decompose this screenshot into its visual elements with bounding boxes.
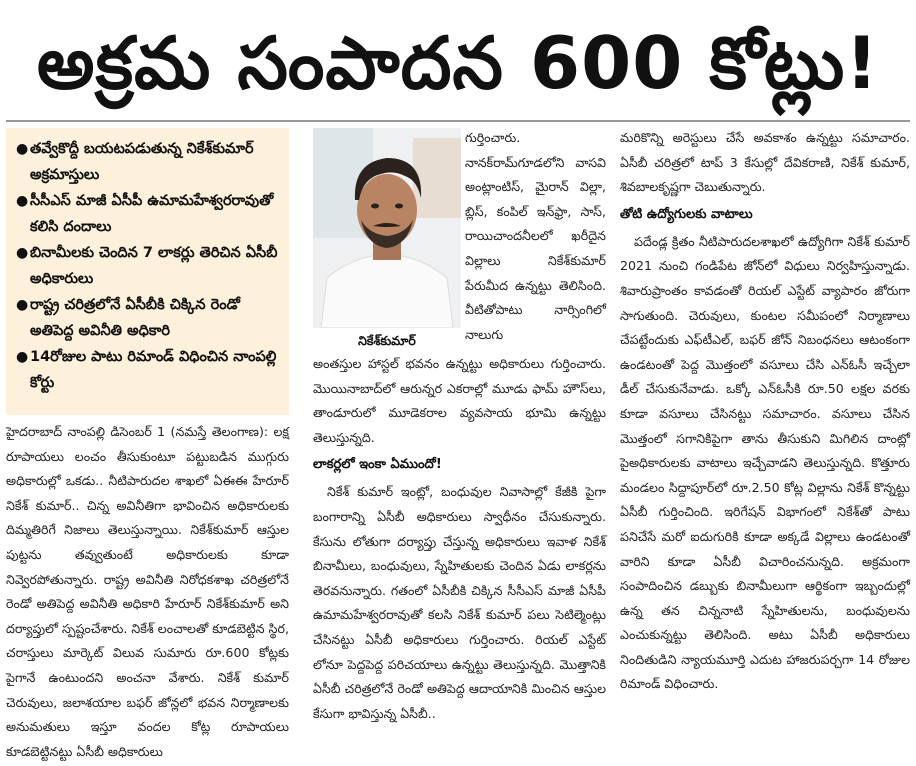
portrait-image — [313, 128, 461, 328]
photo-caption: నికేశ్‌కుమార్ — [358, 333, 416, 348]
headline-rule — [6, 120, 910, 122]
person-photo — [313, 128, 461, 328]
article-paragraph: పదేండ్ల క్రితం నీటిపారుదలశాఖలో ఉద్యోగిగా నికేశ్ కుమార్ 2021 నుంచి గండిపేట జోన్‌లో విధులు నిర్వహిస్తున్నాడు. శివారుప్రాంతం కావడంతో రియల్ ఎస్టేట్ వ్యాపారం జోరుగా సాగుతుంది. చెరువులు, కుంటల సమీపంలో నిర్మాణాలు చేపట్టేందుకు ఎఫ్‌టీఎల్, బఫర్ జోన్ నిబంధనలు ఆటంకంగా ఉండటంతో పెద్ద మొత్తంలో వసూలు చేసి ఎన్‌ఓసీ ఇచ్చేలా డీల్ చేసుకునేవాడు. ఒక్కో ఎన్‌ఓసీకి రూ.50 లక్షల వరకు కూడా వసూలు చేసినట్టు సమాచారం. వసూలు చేసిన మొత్తంలో సగానికిపైగా తాను తీసుకుని మిగిలిన దాంట్లో పైఅధికారులకు వాటాలు ఇచ్చేవాడని తెలుస్తున్నది. కొత్తూరు మండలం సిద్దాపూర్‌లో రూ.2.50 కోట్ల విల్లాను నికేశ్ కొన్నట్టు ఏసీబీ గుర్తించింది. ఇరిగేషన్ విభాగంలో నికేశ్‌తో పాటు పనిచేసే మరో ఐదుగురికి కూడా అక్కడే విల్లాలు ఉండటంతో వారిని కూడా ఏసీబీ విచారించనున్నది. అక్రమంగా సంపాదించిన డబ్బుకు బినామీలుగా ఆర్థికంగా ఇబ్బందుల్లో ఉన్న తన చిన్ననాటి స్నేహితులను, బంధువులను ఎంచుకున్నట్టు తెలిసింది. అటు ఏసీబీ అధికారులు నిందితుడిని న్యాయమూర్తి ఎదుట హాజరుపర్చగా 14 రోజుల రిమాండ్ విధించారు. — [620, 233, 910, 692]
article-column-2 — [313, 352, 606, 726]
bullet-icon: ● — [16, 349, 29, 365]
highlight-item — [16, 292, 279, 344]
highlight-item — [16, 136, 279, 188]
highlight-text: 14రోజుల పాటు రిమాండ్ విధించిన నాంపల్లి కోర్టు — [30, 349, 277, 391]
article-paragraph: అంతస్తుల హాస్టల్ భవనం ఉన్నట్టు అధికారులు గుర్తించారు. మొయినాబాద్‌లో ఆరున్నర ఎకరాల్లో మూడు ఫామ్ హౌస్‌లు, తాండూరులో మూడెకరాల వ్యవసాయ భూమి ఉన్నట్టు తెలుస్తున్నది. — [313, 356, 606, 445]
highlight-text: బినామీలకు చెందిన 7 లాకర్లు తెరిచిన ఏసీబీ అధికారులు — [30, 245, 278, 287]
highlight-item — [16, 188, 279, 240]
highlight-item — [16, 240, 279, 292]
section-subheading: లాకర్లలో ఇంకా ఏముందో! — [313, 457, 442, 473]
article-column-2-top — [465, 126, 606, 347]
highlights-box — [6, 128, 289, 415]
headline: అక్రమ సంపాదన 600 కోట్లు! — [36, 21, 880, 105]
article-column-1 — [6, 420, 289, 764]
bullet-icon: ● — [16, 245, 29, 261]
bullet-icon: ● — [16, 297, 29, 313]
highlight-text: సీసీఎస్ మాజీ ఏసీపీ ఉమామహేశ్వరరావుతో కలిసి దందాలు — [30, 193, 274, 235]
highlight-text: తవ్వేకొద్దీ బయటపడుతున్న నికేశ్‌కుమార్ అక్రమాస్తులు — [30, 141, 254, 183]
highlight-text: రాష్ట్ర చరిత్రలోనే ఏసీబీకి చిక్కిన రెండో అతిపెద్ద అవినీతి అధికారి — [30, 297, 240, 339]
article-paragraph: మరికొన్ని అరెస్టులు చేసే అవకాశం ఉన్నట్టు సమాచారం. ఏసీబీ చరిత్రలో టాప్ 3 కేసుల్లో దేవికరాణి, నికేశ్ కుమార్, శివబాలకృష్ణగా చెబుతున్నారు. — [620, 130, 910, 195]
bullet-icon: ● — [16, 141, 29, 157]
section-subheading: తోటి ఉద్యోగులకు వాటాలు — [620, 206, 753, 222]
article-column-3 — [620, 126, 910, 697]
article-paragraph: హైదరాబాద్ నాంపల్లి డిసెంబర్ 1 (నమస్తే తెలంగాణ): లక్ష రూపాయలు లంచం తీసుకుంటూ పట్టుబడిన ముగ్గురు అధికారుల్లో ఒకడు.. నీటిపారుదల శాఖలో ఏఈఈ హేరూర్ నికేశ్ కుమార్.. చిన్న అవినీతిగా భావించిన అధికారులకు దిమ్మతిరిగే నిజాలు తెలుస్తున్నాయి. నికేశ్‌కుమార్ ఆస్తుల పుట్టను తవ్వుతుంటే అధికారులకు కూడా నివ్వెరపోతున్నారు. రాష్ట్ర అవినీతి నిరోధకశాఖ చరిత్రలోనే రెండో అతిపెద్ద అవినీతి అధికారి హేరూర్ నికేశ్‌కుమార్ అని దర్యాప్తులో స్పష్టంచేశారు. నికేశ్ లంచాలతో కూడబెట్టిన స్థిర, చరాస్తులు మార్కెట్ విలువ సుమారు రూ.600 కోట్లకు పైగానే ఉంటుందని అంచనా వేశారు. నికేశ్ కుమార్ చెరువులు, జలాశయాల బఫర్ జోన్లలో భవన నిర్మాణాలకు అనుమతులు ఇస్తూ వందల కోట్ల రూపాయలు కూడబెట్టినట్టు ఏసీబీ అధికారులు — [6, 424, 289, 759]
article-paragraph: నికేశ్ కుమార్ ఇంట్లో, బంధువుల నివాసాల్లో కేజీకి పైగా బంగారాన్ని ఏసీబీ అధికారులు స్వాధీనం చేసుకున్నారు. కేసును లోతుగా దర్యాప్తు చేస్తున్న అధికారులు ఇవాళ నికేశ్ బినామీలు, బంధువులు, స్నేహితులకు చెందిన ఏడు లాకర్లను తెరవనున్నారు. గతంలో ఏసీబీకి చిక్కిన సీసీఎస్ మాజీ ఏసీపీ ఉమామహేశ్వరరావుతో కలసి నికేశ్ కుమార్ పలు సెటిల్మెంట్లు చేసినట్టు ఏసీబీ అధికారులు గుర్తించారు. రియల్ ఎస్టేట్ లోనూ పెద్దపెద్ద పరిచయాలు ఉన్నట్టు తెలుస్తున్నది. మొత్తానికి ఏసీబీ చరిత్రలోనే రెండో అతిపెద్ద ఆదాయానికి మించిన ఆస్తుల కేసుగా భావిస్తున్న ఏసీబీ.. — [313, 484, 606, 721]
highlight-item — [16, 344, 279, 396]
article-paragraph: గుర్తించారు. నానక్‌రామ్‌గూడలోని వాసవి అంట్లాంటిస్, మైరాన్ విల్లా, బ్లిస్, కంపిల్ ఇన్‌ఫ్రా, సాస్, రాయిచాందనీలలో ఖరీదైన విల్లాలు నికేశ్‌కుమార్ పేరుమీద ఉన్నట్టు తెలిసింది. వీటితోపాటు నార్సింగిలో నాలుగు — [465, 130, 606, 342]
bullet-icon: ● — [16, 193, 29, 209]
